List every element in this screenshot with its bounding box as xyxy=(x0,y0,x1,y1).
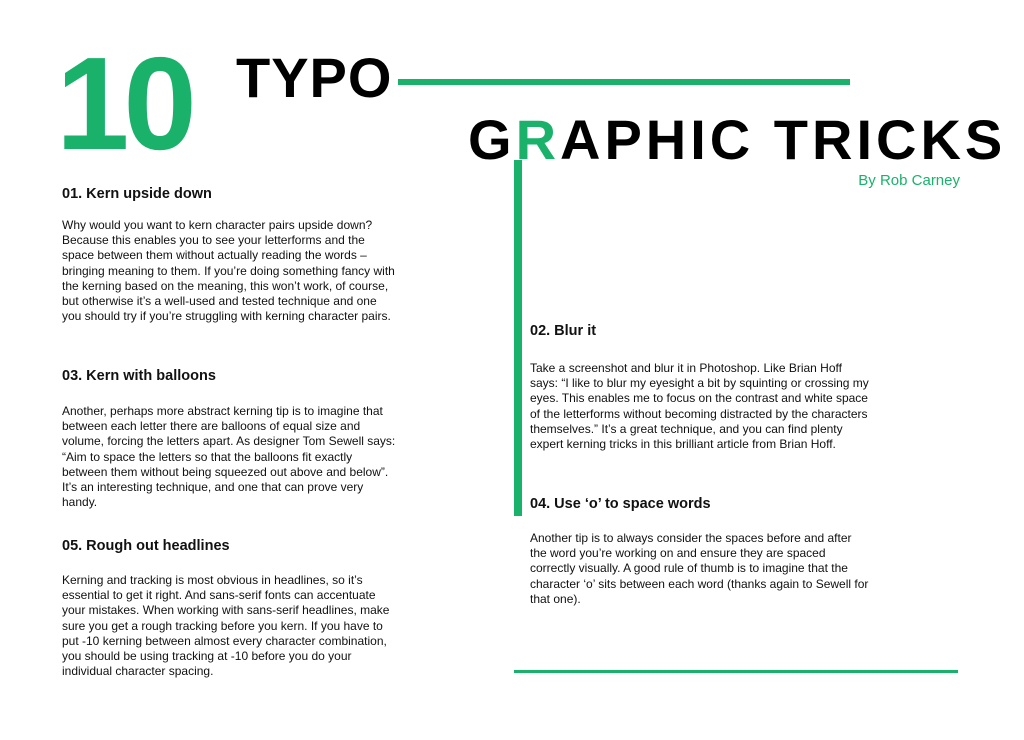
section-heading-01: 01. Kern upside down xyxy=(62,186,212,202)
section-body-04: Another tip is to always consider the spaces before and after the word you’re working on and ensure they are spaced correctly visually. A good rule of thumb is to imagine that the character ‘o’ sits between each word (thanks again to Sewell for that one). xyxy=(530,531,869,606)
section-heading-02: 02. Blur it xyxy=(530,323,597,339)
section-heading-04: 04. Use ‘o’ to space words xyxy=(530,496,711,512)
section-body-03: Another, perhaps more abstract kerning tip is to imagine that between each letter there are balloons of equal size and volume, forcing the letters apart. As designer Tom Sewell says: “Aim to space the letters so that the balloons fit exactly between them without being squeezed out above and below”. It’s an interesting technique, and one that can prove very handy. xyxy=(62,404,396,510)
section-body-05: Kerning and tracking is most obvious in headlines, so it’s essential to get it right. And sans-serif fonts can accentuate your mistakes. When working with sans-serif headlines, make sure you get a rough tracking before you kern. If you have to put -10 kerning between almost every character combination, you should be using tracking at -10 before you do your individual character spacing. xyxy=(62,573,390,679)
section-body-01: Why would you want to kern character pairs upside down? Because this enables you to see your letterforms and the space between them without actually reading the words – bringing meaning to them. If you’re doing something fancy with the kerning based on the meaning, this won’t work, of course, but otherwise it’s a well-used and tested technique and one you should try if you’re struggling with kerning character pairs. xyxy=(62,218,395,324)
title-letter-g: G xyxy=(468,108,516,171)
vertical-rule xyxy=(514,160,522,516)
title-number: 10 xyxy=(56,30,191,177)
title-word-rest: APHIC TRICKS xyxy=(560,108,1007,171)
section-body-02: Take a screenshot and blur it in Photoshop. Like Brian Hoff says: “I like to blur my eyesight a bit by squinting or crossing my eyes. This enables me to focus on the contrast and white space of the letterforms without becoming distracted by the characters themselves.” It’s a great technique, and you can find plenty expert kerning tricks in this brilliant article from Brian Hoff. xyxy=(530,361,869,452)
title-word-typo: TYPO xyxy=(236,46,393,109)
bottom-rule xyxy=(514,670,958,673)
section-heading-03: 03. Kern with balloons xyxy=(62,368,216,384)
top-rule xyxy=(398,79,850,85)
title-letter-r-accent: R xyxy=(515,108,561,171)
section-heading-05: 05. Rough out headlines xyxy=(62,538,230,554)
byline: By Rob Carney xyxy=(858,172,960,189)
title-word-graphic-tricks xyxy=(468,108,1007,171)
